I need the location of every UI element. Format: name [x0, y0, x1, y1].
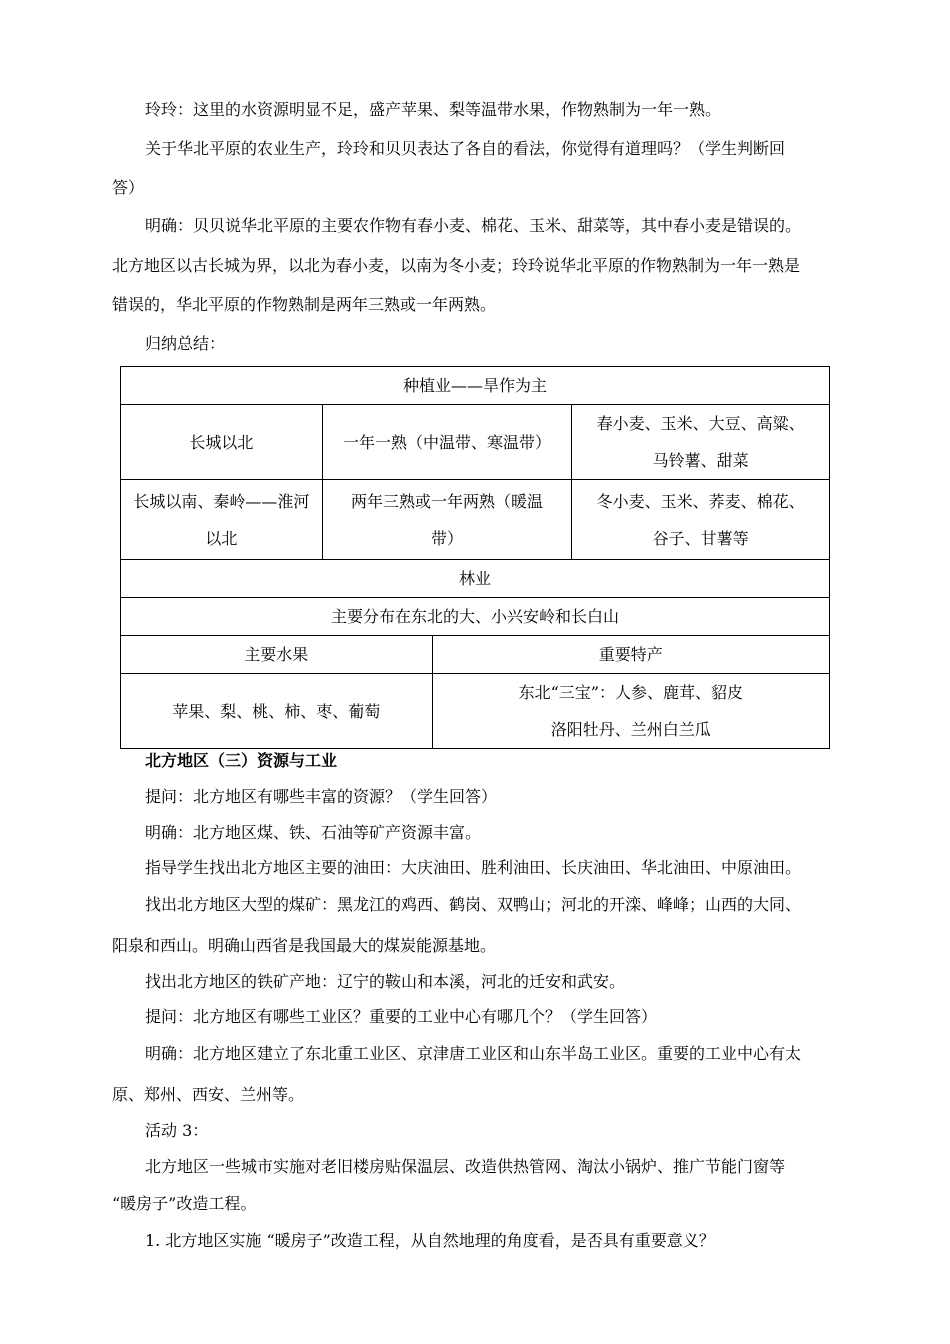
- paragraph: 关于华北平原的农业生产，玲玲和贝贝表达了各自的看法，你觉得有道理吗？（学生判断回: [145, 139, 786, 158]
- planting-header: 种植业——旱作为主: [121, 367, 830, 405]
- summary-table: [120, 366, 830, 749]
- paragraph: 提问：北方地区有哪些丰富的资源？（学生回答）: [145, 787, 498, 806]
- fruit-text: 苹果、梨、桃、柿、枣、葡萄: [121, 674, 433, 749]
- paragraph: 答）: [112, 178, 145, 197]
- paragraph: 明确：北方地区建立了东北重工业区、京津唐工业区和山东半岛工业区。重要的工业中心有太: [145, 1044, 802, 1063]
- paragraph: 找出北方地区大型的煤矿：黑龙江的鸡西、鹤岗、双鸭山；河北的开滦、峰峰；山西的大同、: [145, 895, 802, 914]
- paragraph: 北方地区以古长城为界，以北为春小麦，以南为冬小麦；玲玲说华北平原的作物熟制为一年一熟是: [112, 256, 801, 275]
- paragraph: 活动 3：: [145, 1121, 209, 1140]
- paragraph: 玲玲：这里的水资源明显不足，盛产苹果、梨等温带水果，作物熟制为一年一熟。: [145, 100, 722, 119]
- forestry-header: 林业: [121, 560, 830, 598]
- paragraph: 原、郑州、西安、兰州等。: [112, 1085, 305, 1104]
- paragraph: 明确：贝贝说华北平原的主要农作物有春小麦、棉花、玉米、甜菜等，其中春小麦是错误的。: [145, 216, 802, 235]
- section-heading: 北方地区（三）资源与工业: [145, 751, 338, 770]
- specialty-text: 东北“三宝”：人参、鹿茸、貂皮 洛阳牡丹、兰州白兰瓜: [432, 674, 829, 749]
- cropping-cell: 两年三熟或一年两熟（暖温 带）: [322, 480, 572, 560]
- paragraph: 北方地区一些城市实施对老旧楼房贴保温层、改造供热管网、淘汰小锅炉、推广节能门窗等: [145, 1157, 786, 1176]
- specialty-header: 重要特产: [432, 636, 829, 674]
- crops-cell: 冬小麦、玉米、荞麦、棉花、 谷子、甘薯等: [572, 480, 830, 560]
- paragraph: “暖房子”改造工程。: [112, 1194, 257, 1213]
- paragraph: 提问：北方地区有哪些工业区？重要的工业中心有哪几个？（学生回答）: [145, 1007, 658, 1026]
- paragraph: 明确：北方地区煤、铁、石油等矿产资源丰富。: [145, 823, 482, 842]
- cropping-cell: 一年一熟（中温带、寒温带）: [322, 405, 572, 480]
- region-cell: 长城以南、秦岭——淮河 以北: [121, 480, 323, 560]
- paragraph: 错误的，华北平原的作物熟制是两年三熟或一年两熟。: [112, 295, 497, 314]
- paragraph: 1. 北方地区实施 “暖房子”改造工程，从自然地理的角度看，是否具有重要意义？: [145, 1231, 715, 1250]
- region-cell: 长城以北: [121, 405, 323, 480]
- fruit-header: 主要水果: [121, 636, 433, 674]
- paragraph: 找出北方地区的铁矿产地：辽宁的鞍山和本溪，河北的迁安和武安。: [145, 972, 626, 991]
- paragraph: 归纳总结：: [145, 334, 226, 353]
- paragraph: 阳泉和西山。明确山西省是我国最大的煤炭能源基地。: [112, 936, 497, 955]
- paragraph: 指导学生找出北方地区主要的油田：大庆油田、胜利油田、长庆油田、华北油田、中原油田。: [145, 858, 802, 877]
- crops-cell: 春小麦、玉米、大豆、高粱、 马铃薯、甜菜: [572, 405, 830, 480]
- forestry-text: 主要分布在东北的大、小兴安岭和长白山: [121, 598, 830, 636]
